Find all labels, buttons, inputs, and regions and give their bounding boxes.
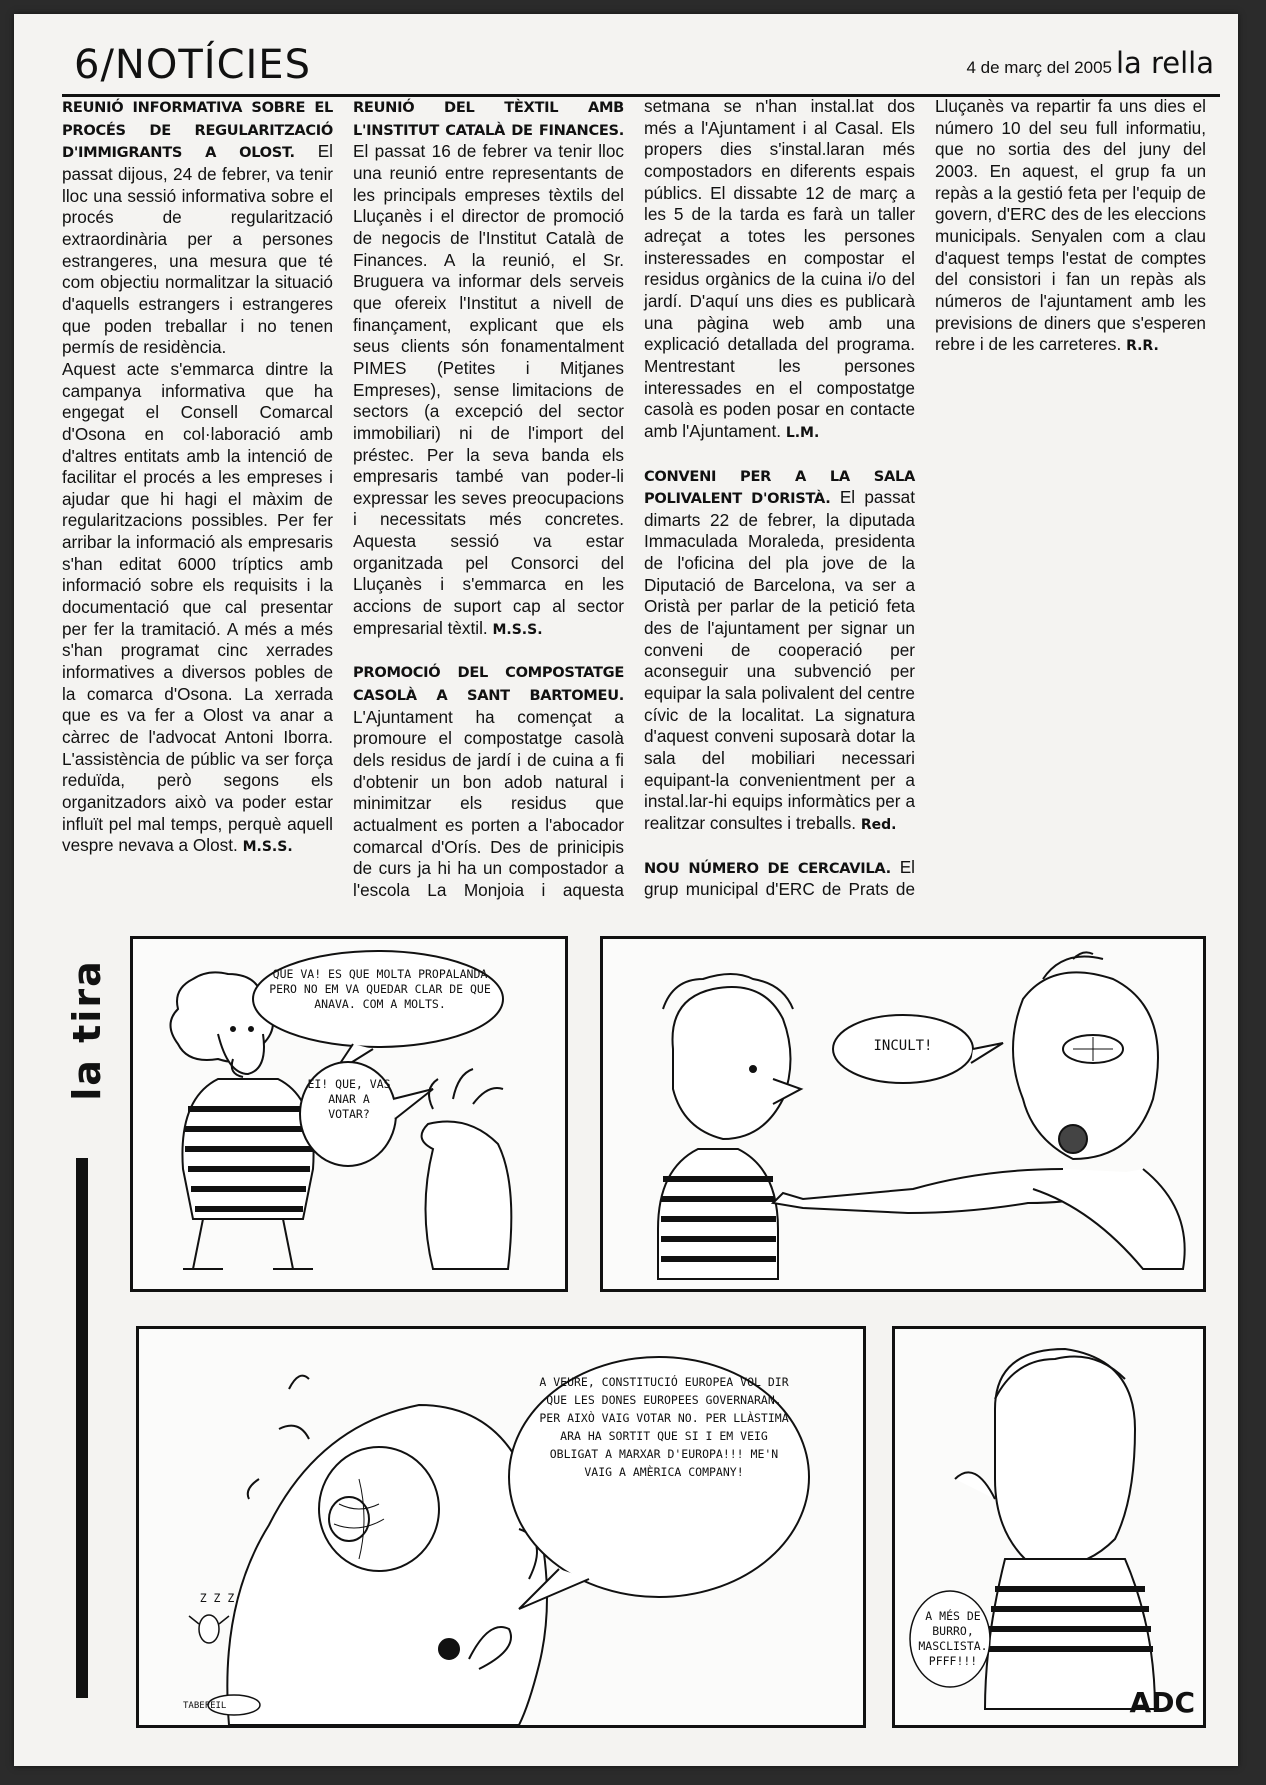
comic-panel-1 <box>130 936 568 1292</box>
speech-bubble: EI! QUE, VAS ANAR A VOTAR? <box>307 1077 391 1121</box>
article-body: El grup municipal d'ERC de Prats de Lluçanès va repartir fa uns dies el número 10 del seu full informatiu, que no sortia des del juny del 2003. En aquest, el grup fa un repàs a la gestió feta per l'equip de govern, d'ERC des de les eleccions municipals. Senyalen com a clau d'aquest temps l'estat de comptes del consistori i fan un repàs als números de l'ajuntament amb les previsions de diners que s'esperen rebre i de les carreteres. <box>644 96 1206 900</box>
panel-2-drawing <box>603 939 1203 1289</box>
article-title: REUNIÓ INFORMATIVA SOBRE EL PROCÉS DE REGULARITZACIÓ D'IMMIGRANTS A OLOST. <box>62 99 333 162</box>
comic-panel-2 <box>600 936 1206 1292</box>
article-body: Aquest acte s'emmarca dintre la campanya informativa que ha engegat el Consell Comarcal d'Osona en col·laboració amb d'altres entitats amb la intenció de facilitar el procés a les empreses i ajudar que hi hagi el màxim de regularitzacions possibles. Per fer arribar la informació als empresaris s'han editat 6000 tríptics amb informació sobre els requisits i la documentació que cal presentar per fer la tramitació. A més a més s'han programat cinc xerrades informatives a diversos pobles de la comarca d'Osona. La xerrada que es va fer a Olost va anar a càrrec de l'advocat Antoni Iborra. L'assistència de públic va ser força reduïda, però segons els organitzadors això va poder estar influït pel mal temps, perquè aquell vespre nevava a Olost. <box>62 358 333 856</box>
article-textil <box>353 96 624 641</box>
section-title: 6/NOTÍCIES <box>74 42 311 88</box>
article-signature: L.M. <box>785 424 820 441</box>
publication-name: la rella <box>1115 46 1214 80</box>
article-title: NOU NÚMERO DE CERCAVILA. <box>644 859 891 877</box>
article-signature: Red. <box>860 817 897 833</box>
article-signature: M.S.S. <box>242 839 293 856</box>
article-body: L'Ajuntament ha començat a promoure el compostatge casolà dels residus de jardí i de cuina a fi d'obtenir un bon adob natural i minimitzar els residus que actualment es porten a l'abocador comarcal d'Orís. Des de prinicipis de curs ja hi ha un compostador a l'escola La Monjoia i aquesta setmana se n'han instal.lat dos més a l'Ajuntament i al Casal. Els propers dies s'instal.laran més compostadors en diferents espais públics. El dissabte 12 de març a les 5 de la tarda es farà un taller adreçat a totes les persones insteressades en compostar el residus orgànics de la cuina i/o del jardí. D'aquí uns dies es publicarà una pàgina web amb una explicació detallada del programa. Mentrestant les persones interessades en el compostatge casolà es poden posar en contacte amb l'Ajuntament. <box>353 96 915 900</box>
comic-panel-3 <box>136 1326 866 1728</box>
article-title: CONVENI PER A LA SALA POLIVALENT D'ORISTÀ. <box>644 467 915 508</box>
article-paragraph <box>62 359 333 859</box>
publication-date: 4 de març del 2005 <box>966 58 1112 77</box>
artist-signature: TABEFEIL <box>183 1701 227 1711</box>
comic-strip <box>54 908 1206 1740</box>
article-title: PROMOCIÓ DEL COMPOSTATGE CASOLÀ A SANT BARTOMEU. <box>353 664 624 705</box>
article-body: El passat 16 de febrer va tenir lloc una reunió entre representants de les principals empreses tèxtils del Lluçanès i el director de promoció de negocis de l'Institut Català de Finances. A la reunió, el Sr. Bruguera va informar dels serveis que ofereix l'Institut a nivell de finançament, explicant que els seus clients són fonamentalment PIMES (Petites i Mitjanes Empreses), sense limitacions de sectors (a excepció del sector immobiliari) ni de l'import del préstec. Per la seva banda els empresaris també van poder-li expressar les seves preocupacions i necessitats més concretes. Aquesta sessió va estar organitzada pel Consorci del Lluçanès i s'emmarca en les accions de suport cap al sector empresarial tèxtil. <box>353 141 624 638</box>
article-signature: M.S.S. <box>492 621 543 638</box>
speech-bubble: A MÉS DE BURRO, MASCLISTA. PFFF!!! <box>918 1609 988 1668</box>
article-conveni <box>644 465 915 837</box>
sleep-zzz: Z Z Z <box>199 1591 235 1605</box>
speech-bubble: A VEURE, CONSTITUCIÓ EUROPEA VOL DIR QUE LES DONES EUROPEES GOVERNARAN. PER AIXÒ VAIG VOTAR NO. PER LLÀSTIMA ARA HA SORTIT QUE SI I EM VEIG OBLIGAT A MARXAR D'EUROPA!!! ME'N VAIG A AMÈRICA COMPANY! <box>539 1375 789 1479</box>
artist-signature: ADC <box>1129 1686 1195 1719</box>
article-body: El passat dijous, 24 de febrer, va tenir lloc una sessió informativa sobre el procés de regularització extraordinària per a persones estrangeres, una mesura que té com objectiu normalitzar la situació d'aquells estrangers i estrangeres que poden treballar i no tenen permís de residència. <box>62 141 333 358</box>
article-title: REUNIÓ DEL TÈXTIL AMB L'INSTITUT CATALÀ DE FINANCES. <box>353 99 624 139</box>
page-header <box>62 36 1220 97</box>
article-body: El passat dimarts 22 de febrer, la diputada Immaculada Moraleda, presidenta de l'oficina del pla jove de la Diputació de Barcelona, va ser a Oristà per parlar de la petició feta des de l'ajuntament per signar un conveni de cooperació per aconseguir una subvenció per equipar la sala polivalent del centre cívic de la localitat. La signatura d'aquest conveni suposarà dotar la sala del mobiliari necessari equipant-la convenientment per a instal.lar-hi equips informàtics per a realitzar consultes i treballs. <box>644 487 915 833</box>
comic-label-bar <box>76 1158 88 1698</box>
comic-panel-4 <box>892 1326 1206 1728</box>
speech-bubble: INCULT! <box>873 1038 933 1054</box>
comic-label <box>62 948 109 1118</box>
article-regularitzacio <box>62 96 333 359</box>
speech-bubble: QUE VA! ES QUE MOLTA PROPALANDA PERO NO EM VA QUEDAR CLAR DE QUE ANAVA. COM A MOLTS. <box>269 967 491 1011</box>
comic-label-text: la tira <box>65 959 109 1101</box>
news-flow <box>62 96 1206 904</box>
article-signature: R.R. <box>1126 338 1159 355</box>
